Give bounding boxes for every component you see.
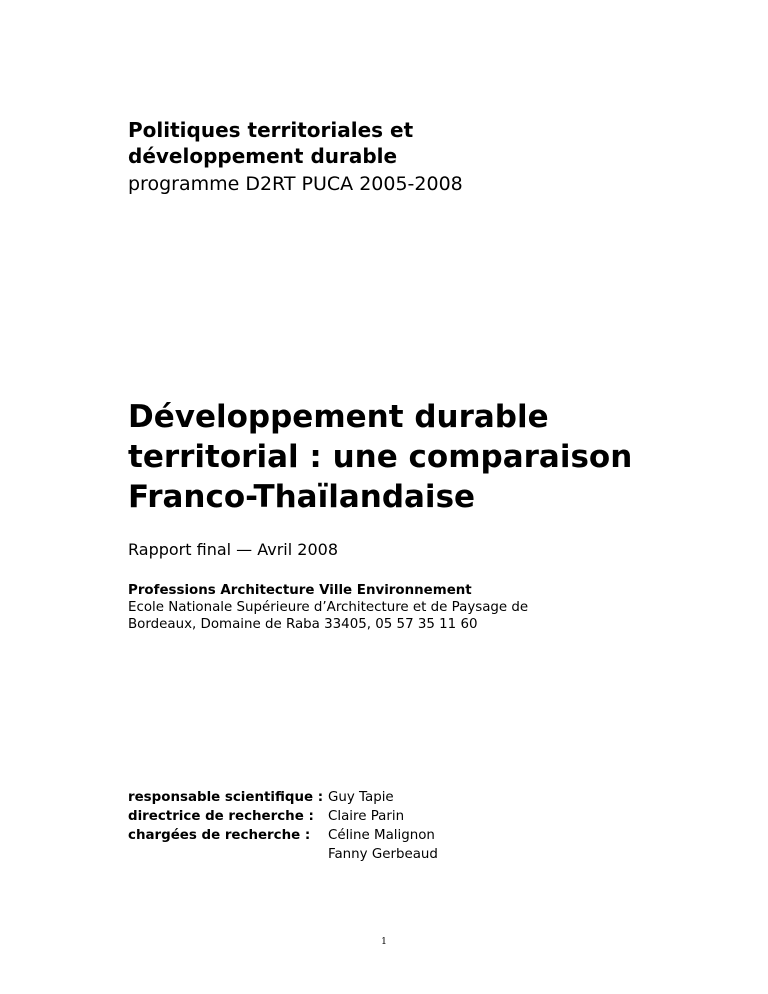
program-subtitle: programme D2RT PUCA 2005-2008 xyxy=(128,173,463,195)
report-date: Rapport final — Avril 2008 xyxy=(128,540,338,559)
organization-block xyxy=(128,582,648,633)
organization-address-line: Ecole Nationale Supérieure d’Architecture et de Paysage de xyxy=(128,600,529,615)
credit-row xyxy=(128,788,438,807)
report-title-line: territorial : une comparaison xyxy=(128,439,633,475)
credit-role: directrice de recherche : xyxy=(128,809,314,824)
credit-row xyxy=(128,807,438,826)
credit-name: Fanny Gerbeaud xyxy=(328,847,438,862)
report-title-line: Développement durable xyxy=(128,399,549,435)
credit-role: responsable scientifique : xyxy=(128,790,324,805)
credit-name: Guy Tapie xyxy=(328,790,394,805)
credit-row xyxy=(128,826,438,864)
report-title-line: Franco-Thaïlandaise xyxy=(128,479,476,515)
credit-names xyxy=(328,807,404,826)
credits-block xyxy=(128,788,438,864)
credit-name: Céline Malignon xyxy=(328,828,435,843)
organization-address-line: Bordeaux, Domaine de Raba 33405, 05 57 35 11 60 xyxy=(128,617,478,632)
program-title-line: Politiques territoriales et xyxy=(128,118,414,142)
program-title xyxy=(128,117,648,169)
program-title-line: développement durable xyxy=(128,144,398,168)
credit-names xyxy=(328,826,438,864)
report-title xyxy=(128,397,688,517)
organization-name: Professions Architecture Ville Environnement xyxy=(128,583,472,598)
credit-role: chargées de recherche : xyxy=(128,828,311,843)
credit-names xyxy=(328,788,394,807)
page-number: 1 xyxy=(381,937,387,947)
credit-name: Claire Parin xyxy=(328,809,405,824)
